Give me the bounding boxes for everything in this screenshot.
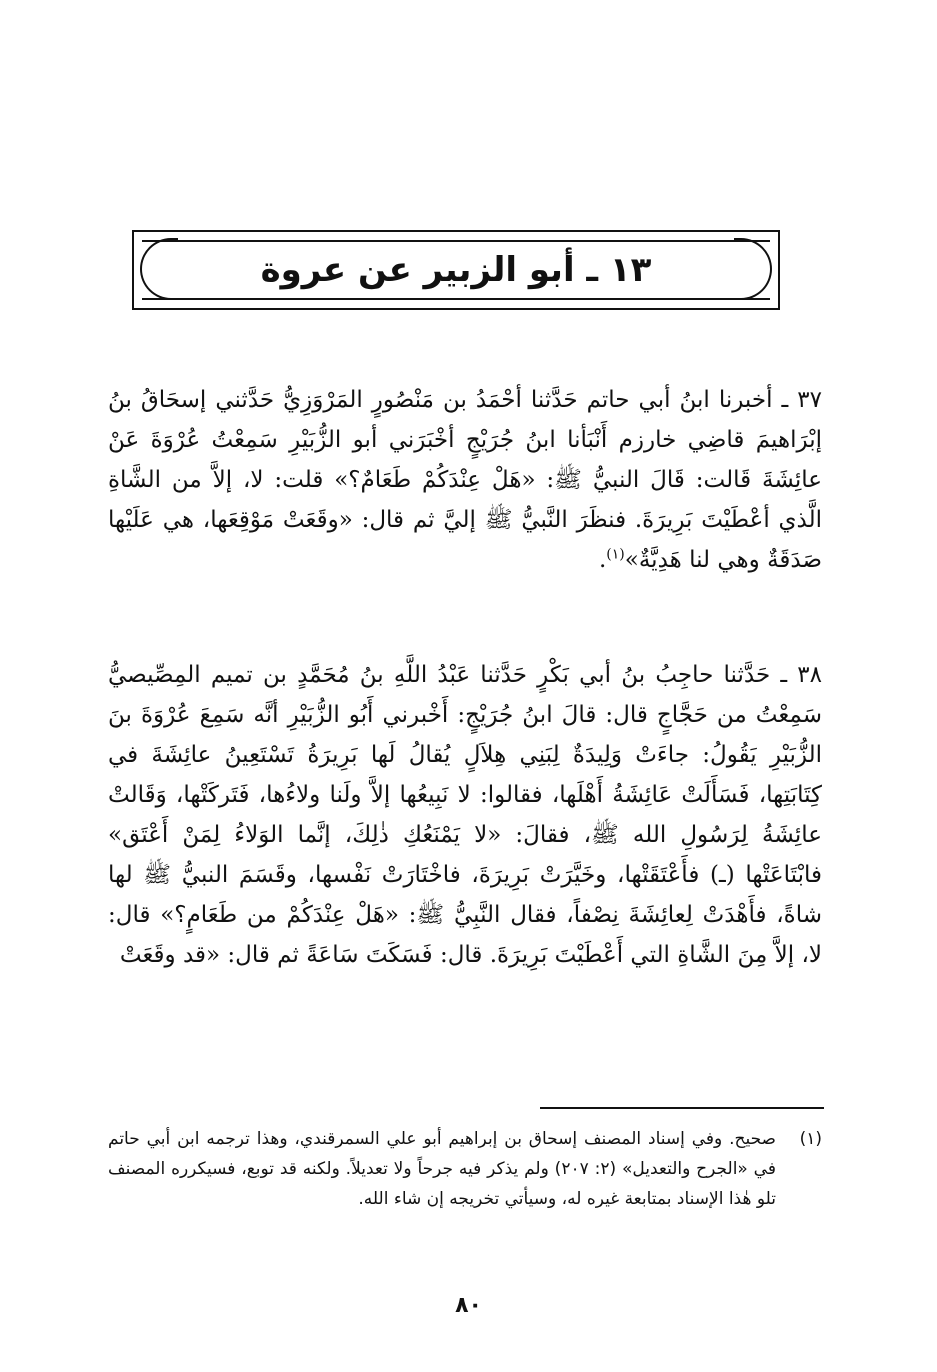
hadith-paragraph [108, 655, 822, 975]
hadith-number: ٣٧ [797, 387, 822, 413]
footnote [108, 1124, 822, 1214]
hadith-text: حَدَّثنا حاجِبُ بنُ أبي بَكْرٍ حَدَّثنا عَبْدُ اللَّهِ بنُ مُحَمَّدٍ بن تميم المِصِّيصيُّ سَمِعْتُ من حَجَّاجٍ قال: قالَ ابنُ جُرَيْجٍ: أَخْبرني أَبُو الزُّبَيْرِ أنَّه سَمِعَ عُرْوَةَ بنَ الزُّبَيْرِ يَقُولُ: جاءَتْ وَلِيدَةٌ لِبَنِي هِلاَلٍ يُقالُ لَها بَرِيرَةُ تَسْتَعِينُ عائِشَةَ في كِتَابَتِها، فَسَأَلَتْ عَائِشَةُ أَهْلَها، فقالوا: لا نَبِيعُها إلاَّ ولَنا ولاءُها، فَتَركَتْها، وَقَالتْ عائِشَةُ لِرَسُولِ الله ﷺ، فقالَ: «لا يَمْنَعُكِ ذٰلِكَ، إنَّما الوَلاءُ لِمَنْ أَعْتَق» فابْتَاعَتْها (ـ) فأَعْتَقَتْها، وخَيَّرَتْ بَرِيرَةَ، فاخْتَارَتْ نَفْسها، وقَسَمَ النبيُّ ﷺ لها شاةً، فأَهْدَتْ لِعائِشَةَ نِصْفاً، فقال النَّبِيُّ ﷺ: «هَلْ عِنْدَكُمْ من طَعَامٍ؟» قال: لا، إلاَّ مِنَ الشَّاةِ التي أَعْطَيْتَ بَرِيرَةَ. قال: فَسَكَتَ سَاعَةً ثم قال: «قد وقَعَتْ [108, 662, 822, 968]
chapter-title-frame [132, 230, 780, 310]
footnote-marker: (١) [799, 1129, 822, 1149]
number-dash: ـ [772, 387, 789, 413]
hadith-paragraph [108, 380, 822, 580]
hadith-end-mark: . [598, 547, 607, 573]
footnote-reference[interactable]: (١) [606, 546, 625, 563]
chapter-title: ١٣ ـ أبو الزبير عن عروة [260, 250, 652, 290]
page-number: ٨٠ [455, 1293, 482, 1318]
footnote-separator [540, 1107, 824, 1109]
hadith-text: أخبرنا ابنُ أبي حاتم حَدَّثنا أحْمَدُ بن مَنْصُورٍ المَرْوَزِيُّ حَدَّثني إسحَاقُ بنُ إبْرَاهيمَ قاضِي خارزم أَنْبَأنا ابنُ جُرَيْجٍ أخْبَرَني أبو الزُّبَيْرِ سَمِعْتُ عُرْوَةَ عَنْ عائِشَةَ قَالت: قَالَ النبيُّ ﷺ: «هَلْ عِنْدَكُمْ طَعَامٌ؟» قلت: لا، إلاَّ من الشَّاةِ الَّذي أعْطَيْتَ بَرِيرَةَ. فنظَرَ النَّبيُّ ﷺ إليَّ ثم قال: «وقَعَتْ مَوْقِعَها، هي عَلَيْها صَدَقَةٌ وهي لنا هَدِيَّةٌ» [108, 387, 822, 573]
footnote-text: صحيح. وفي إسناد المصنف إسحاق بن إبراهيم أبو علي السمرقندي، وهذا ترجمه ابن أبي حاتم في «الجرح والتعديل» (٢: ٢٠٧) ولم يذكر فيه جرحاً ولا تعديلاً. ولكنه قد توبع، فسيكرره المصنف تلو هٰذا الإسناد بمتابعة غيره له، وسيأتي تخريجه إن شاء الله. [108, 1129, 776, 1209]
number-dash: ـ [770, 662, 788, 688]
hadith-number: ٣٨ [797, 662, 822, 688]
